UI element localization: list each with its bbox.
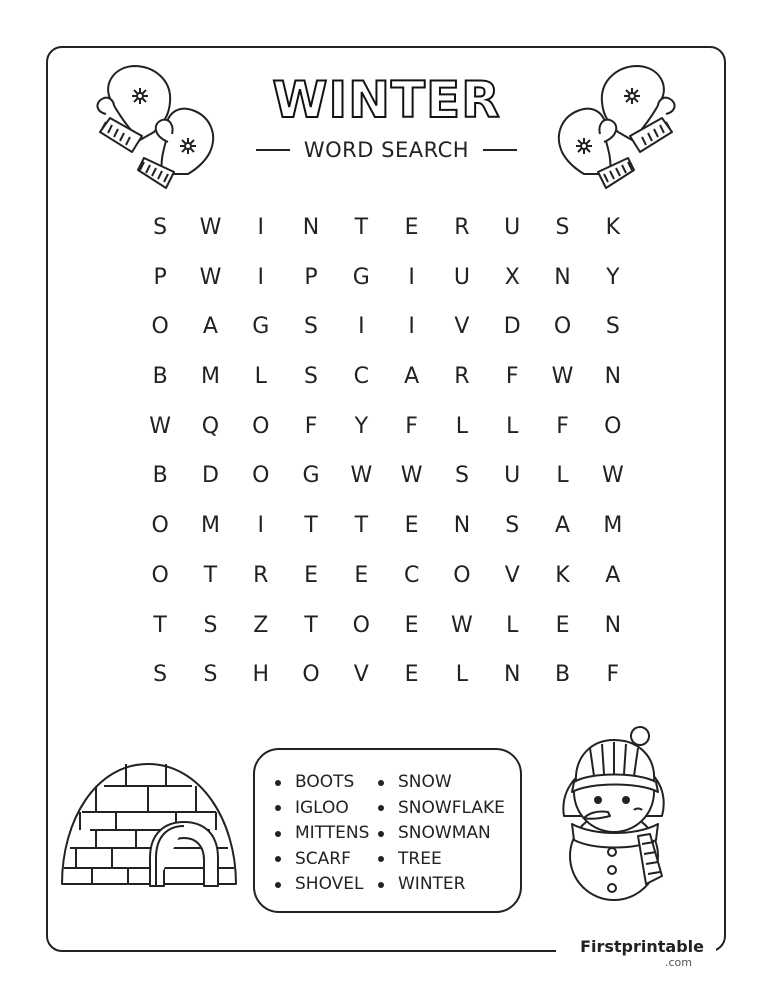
grid-cell: D: [201, 463, 219, 489]
grid-cell: V: [353, 662, 369, 688]
grid-cell: M: [200, 513, 220, 539]
grid-cell: B: [554, 662, 571, 688]
grid-cell: W: [400, 463, 423, 489]
list-item: [378, 847, 505, 873]
grid-cell: E: [304, 562, 318, 588]
word-list-box: [253, 748, 522, 913]
word-list-column-1: [275, 770, 369, 898]
grid-cell: S: [153, 215, 168, 240]
grid-cell: O: [151, 513, 169, 539]
grid-cell: A: [605, 562, 621, 588]
grid-cell: X: [504, 264, 520, 290]
grid-cell: K: [555, 562, 570, 588]
grid-cell: U: [504, 215, 521, 240]
grid-cell: I: [257, 513, 264, 539]
grid-cell: Q: [201, 413, 220, 439]
brand-tld: .com: [665, 956, 692, 969]
grid-cell: A: [554, 513, 571, 539]
grid-cell: O: [352, 612, 370, 638]
grid-cell: L: [506, 413, 519, 439]
grid-cell: U: [504, 463, 521, 489]
snowman-icon: [550, 724, 680, 900]
grid-cell: C: [403, 562, 420, 588]
grid-cell: F: [304, 413, 318, 439]
page-subtitle: WORD SEARCH: [303, 138, 470, 162]
grid-cell: S: [555, 215, 570, 240]
grid-cell: W: [551, 364, 574, 390]
grid-cell: S: [153, 662, 168, 688]
grid-cell: O: [604, 413, 622, 439]
grid-cell: N: [604, 364, 622, 390]
grid-cell: V: [504, 562, 520, 588]
grid-cell: S: [203, 612, 218, 638]
grid-cell: G: [302, 463, 320, 489]
grid-cell: I: [408, 314, 415, 340]
grid-cell: D: [503, 314, 521, 340]
grid-cell: S: [454, 463, 469, 489]
bullet-icon: [275, 856, 281, 862]
bullet-icon: [378, 882, 384, 888]
grid-cell: W: [601, 463, 624, 489]
subtitle-rule-right: [483, 149, 517, 151]
list-item: [275, 847, 369, 873]
grid-cell: A: [202, 314, 218, 340]
word-list-column-2: [378, 770, 505, 898]
grid-cell: Y: [606, 264, 620, 290]
grid-cell: A: [404, 364, 420, 390]
grid-cell: M: [603, 513, 623, 539]
grid-cell: R: [454, 364, 470, 390]
grid-cell: O: [252, 413, 270, 439]
grid-cell: N: [302, 215, 320, 240]
grid-cell: I: [257, 264, 264, 290]
list-item: [275, 821, 369, 847]
bullet-icon: [275, 805, 281, 811]
grid-cell: W: [199, 264, 222, 290]
word-label: BOOTS: [295, 772, 355, 792]
list-item: [275, 770, 369, 796]
grid-cell: R: [253, 562, 269, 588]
word-label: SHOVEL: [295, 874, 364, 894]
grid-cell: T: [354, 513, 369, 539]
grid-cell: G: [352, 264, 370, 290]
grid-cell: W: [199, 215, 222, 240]
grid-cell: L: [455, 662, 469, 688]
grid-cell: I: [408, 264, 415, 290]
grid-cell: S: [505, 513, 520, 539]
list-item: [378, 872, 505, 898]
word-label: SCARF: [295, 848, 351, 869]
grid-cell: L: [254, 364, 267, 390]
bullet-icon: [275, 780, 281, 786]
word-label: SNOW: [398, 772, 452, 792]
grid-cell: T: [153, 612, 167, 638]
list-item: [378, 770, 505, 796]
grid-cell: M: [200, 364, 220, 390]
grid-cell: W: [451, 612, 473, 638]
grid-cell: O: [302, 662, 320, 688]
grid-cell: G: [252, 314, 270, 340]
word-label: TREE: [398, 848, 442, 869]
grid-cell: V: [454, 314, 470, 340]
grid-cell: S: [304, 314, 319, 340]
grid-cell: O: [151, 562, 169, 588]
brand-logo: [556, 937, 716, 969]
grid-cell: E: [354, 562, 369, 588]
grid-cell: O: [151, 314, 169, 340]
grid-cell: W: [149, 413, 172, 439]
grid-cell: I: [257, 215, 264, 240]
grid-cell: O: [553, 314, 572, 340]
grid-cell: T: [304, 513, 318, 539]
bullet-icon: [275, 882, 281, 888]
grid-cell: F: [505, 364, 519, 390]
grid-cell: E: [404, 215, 419, 240]
word-label: MITTENS: [295, 823, 370, 843]
grid-cell: E: [404, 513, 419, 539]
grid-cell: B: [152, 364, 168, 390]
grid-cell: N: [554, 264, 571, 290]
igloo-icon: [56, 760, 242, 894]
grid-cell: O: [453, 562, 471, 588]
bullet-icon: [378, 780, 384, 786]
grid-cell: L: [506, 612, 519, 638]
letter-grid: [135, 203, 638, 700]
word-label: SNOWMAN: [398, 823, 491, 843]
list-item: [378, 796, 505, 822]
grid-cell: P: [304, 264, 318, 290]
bullet-icon: [378, 856, 384, 862]
grid-cell: T: [304, 612, 318, 638]
page-title: WINTER: [272, 71, 501, 129]
grid-cell: F: [606, 662, 620, 688]
grid-cell: S: [203, 662, 218, 688]
bullet-icon: [275, 831, 281, 837]
grid-cell: H: [252, 662, 270, 688]
grid-cell: S: [605, 314, 620, 340]
grid-cell: Z: [253, 612, 269, 638]
grid-cell: N: [503, 662, 521, 688]
brand-name: Firstprintable: [580, 937, 704, 956]
grid-cell: E: [404, 662, 419, 688]
bullet-icon: [378, 831, 384, 837]
list-item: [378, 821, 505, 847]
grid-cell: B: [152, 463, 168, 489]
subtitle-rule-left: [256, 149, 290, 151]
grid-cell: L: [556, 463, 569, 489]
grid-cell: I: [358, 314, 365, 340]
subtitle-row: [0, 138, 773, 162]
word-label: WINTER: [398, 874, 466, 894]
grid-cell: R: [454, 215, 470, 240]
grid-cell: W: [350, 463, 373, 489]
grid-cell: N: [604, 612, 622, 638]
grid-cell: L: [455, 413, 469, 439]
grid-cell: F: [556, 413, 569, 439]
grid-cell: N: [453, 513, 471, 539]
grid-cell: E: [404, 612, 419, 638]
list-item: [275, 872, 369, 898]
grid-cell: Y: [354, 413, 369, 439]
grid-cell: C: [353, 364, 370, 390]
list-item: [275, 796, 369, 822]
grid-cell: K: [605, 215, 621, 240]
grid-cell: O: [252, 463, 270, 489]
bullet-icon: [378, 805, 384, 811]
grid-cell: P: [153, 264, 167, 290]
grid-cell: T: [203, 562, 218, 588]
grid-cell: F: [405, 413, 418, 439]
word-label: SNOWFLAKE: [398, 797, 505, 818]
grid-cell: S: [304, 364, 319, 390]
grid-cell: T: [354, 215, 369, 240]
grid-cell: U: [453, 264, 470, 290]
grid-cell: E: [555, 612, 570, 638]
word-label: IGLOO: [295, 797, 349, 818]
